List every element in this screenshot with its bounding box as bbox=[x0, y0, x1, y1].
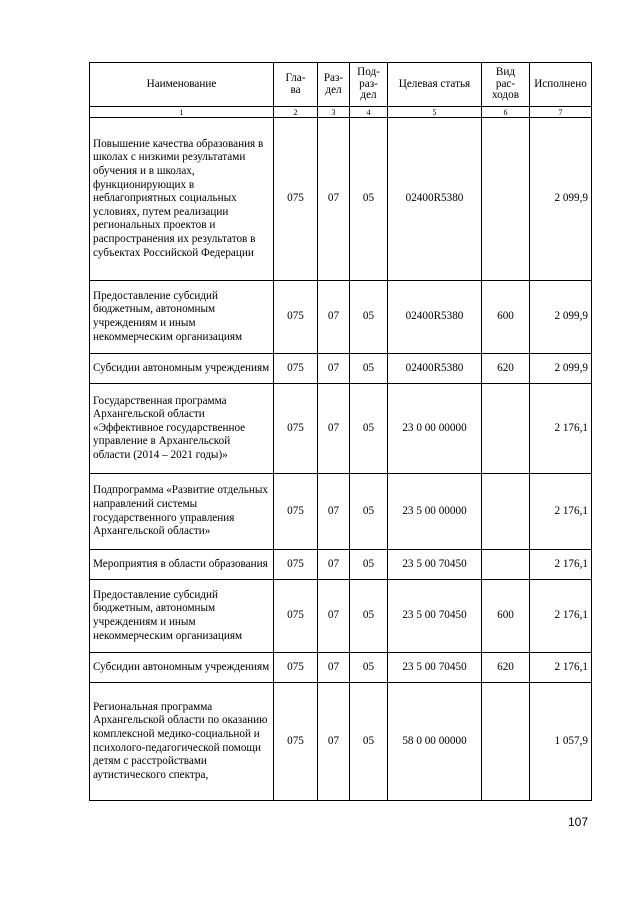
row-name: Предоставление субсидий бюджетным, автономным учреждениям и иным некоммерческим организациям bbox=[90, 281, 274, 354]
row-podrazdel: 05 bbox=[350, 580, 388, 653]
table-row bbox=[90, 683, 592, 801]
row-target: 02400R5380 bbox=[388, 118, 482, 281]
row-executed: 2 176,1 bbox=[530, 550, 592, 580]
table-row bbox=[90, 474, 592, 550]
row-executed: 2 099,9 bbox=[530, 354, 592, 384]
row-executed: 2 176,1 bbox=[530, 384, 592, 474]
row-name: Региональная программа Архангельской области по оказанию комплексной медико-социальной и психолого-педагогической помощи детям с расстройствами аутистического спектра, bbox=[90, 683, 274, 801]
header-vid: Вид рас- ходов bbox=[482, 63, 530, 107]
row-target: 58 0 00 00000 bbox=[388, 683, 482, 801]
column-number: 6 bbox=[482, 107, 530, 118]
table-row bbox=[90, 653, 592, 683]
row-podrazdel: 05 bbox=[350, 683, 388, 801]
row-glava: 075 bbox=[274, 474, 318, 550]
row-vid: 600 bbox=[482, 281, 530, 354]
table-row bbox=[90, 118, 592, 281]
row-razdel: 07 bbox=[318, 384, 350, 474]
row-razdel: 07 bbox=[318, 653, 350, 683]
row-target: 23 5 00 70450 bbox=[388, 580, 482, 653]
row-glava: 075 bbox=[274, 683, 318, 801]
column-number-row bbox=[90, 107, 592, 118]
row-glava: 075 bbox=[274, 384, 318, 474]
header-target: Целевая статья bbox=[388, 63, 482, 107]
row-target: 23 0 00 00000 bbox=[388, 384, 482, 474]
row-glava: 075 bbox=[274, 550, 318, 580]
header-razdel: Раз- дел bbox=[318, 63, 350, 107]
table-row bbox=[90, 384, 592, 474]
row-target: 02400R5380 bbox=[388, 281, 482, 354]
row-razdel: 07 bbox=[318, 281, 350, 354]
row-glava: 075 bbox=[274, 118, 318, 281]
row-vid: 620 bbox=[482, 354, 530, 384]
row-name: Мероприятия в области образования bbox=[90, 550, 274, 580]
column-number: 4 bbox=[350, 107, 388, 118]
budget-execution-table bbox=[89, 62, 592, 801]
row-executed: 2 099,9 bbox=[530, 118, 592, 281]
row-razdel: 07 bbox=[318, 683, 350, 801]
row-razdel: 07 bbox=[318, 550, 350, 580]
row-name: Субсидии автономным учреждениям bbox=[90, 653, 274, 683]
row-executed: 2 099,9 bbox=[530, 281, 592, 354]
row-target: 23 5 00 00000 bbox=[388, 474, 482, 550]
header-executed: Исполнено bbox=[530, 63, 592, 107]
row-target: 02400R5380 bbox=[388, 354, 482, 384]
row-razdel: 07 bbox=[318, 354, 350, 384]
row-glava: 075 bbox=[274, 653, 318, 683]
table-row bbox=[90, 550, 592, 580]
table-row bbox=[90, 281, 592, 354]
column-number: 2 bbox=[274, 107, 318, 118]
row-vid bbox=[482, 683, 530, 801]
row-vid bbox=[482, 550, 530, 580]
row-podrazdel: 05 bbox=[350, 281, 388, 354]
header-glava: Гла- ва bbox=[274, 63, 318, 107]
row-name: Государственная программа Архангельской области «Эффективное государственное управление в Архангельской области (2014 – 2021 годы)» bbox=[90, 384, 274, 474]
table-row bbox=[90, 354, 592, 384]
row-vid: 600 bbox=[482, 580, 530, 653]
row-razdel: 07 bbox=[318, 118, 350, 281]
row-name: Повышение качества образования в школах с низкими результатами обучения и в школах, функционирующих в неблагоприятных социальных условиях, путем реализации региональных проектов и распространения их результатов в субъектах Российской Федерации bbox=[90, 118, 274, 281]
row-executed: 2 176,1 bbox=[530, 474, 592, 550]
row-podrazdel: 05 bbox=[350, 354, 388, 384]
row-podrazdel: 05 bbox=[350, 118, 388, 281]
column-number: 1 bbox=[90, 107, 274, 118]
row-glava: 075 bbox=[274, 354, 318, 384]
column-number: 7 bbox=[530, 107, 592, 118]
row-name: Субсидии автономным учреждениям bbox=[90, 354, 274, 384]
header-name: Наименование bbox=[90, 63, 274, 107]
table-row bbox=[90, 580, 592, 653]
row-executed: 2 176,1 bbox=[530, 653, 592, 683]
row-glava: 075 bbox=[274, 580, 318, 653]
row-target: 23 5 00 70450 bbox=[388, 653, 482, 683]
row-podrazdel: 05 bbox=[350, 384, 388, 474]
row-razdel: 07 bbox=[318, 474, 350, 550]
row-vid bbox=[482, 384, 530, 474]
row-executed: 1 057,9 bbox=[530, 683, 592, 801]
row-vid bbox=[482, 118, 530, 281]
row-vid bbox=[482, 474, 530, 550]
header-podrazdel: Под- раз- дел bbox=[350, 63, 388, 107]
row-glava: 075 bbox=[274, 281, 318, 354]
row-podrazdel: 05 bbox=[350, 550, 388, 580]
row-name: Подпрограмма «Развитие отдельных направлений системы государственного управления Архангельской области» bbox=[90, 474, 274, 550]
row-podrazdel: 05 bbox=[350, 653, 388, 683]
page-number: 107 bbox=[568, 815, 589, 829]
row-podrazdel: 05 bbox=[350, 474, 388, 550]
table-header-row bbox=[90, 63, 592, 107]
row-razdel: 07 bbox=[318, 580, 350, 653]
row-name: Предоставление субсидий бюджетным, автономным учреждениям и иным некоммерческим организациям bbox=[90, 580, 274, 653]
column-number: 3 bbox=[318, 107, 350, 118]
row-target: 23 5 00 70450 bbox=[388, 550, 482, 580]
column-number: 5 bbox=[388, 107, 482, 118]
row-executed: 2 176,1 bbox=[530, 580, 592, 653]
row-vid: 620 bbox=[482, 653, 530, 683]
